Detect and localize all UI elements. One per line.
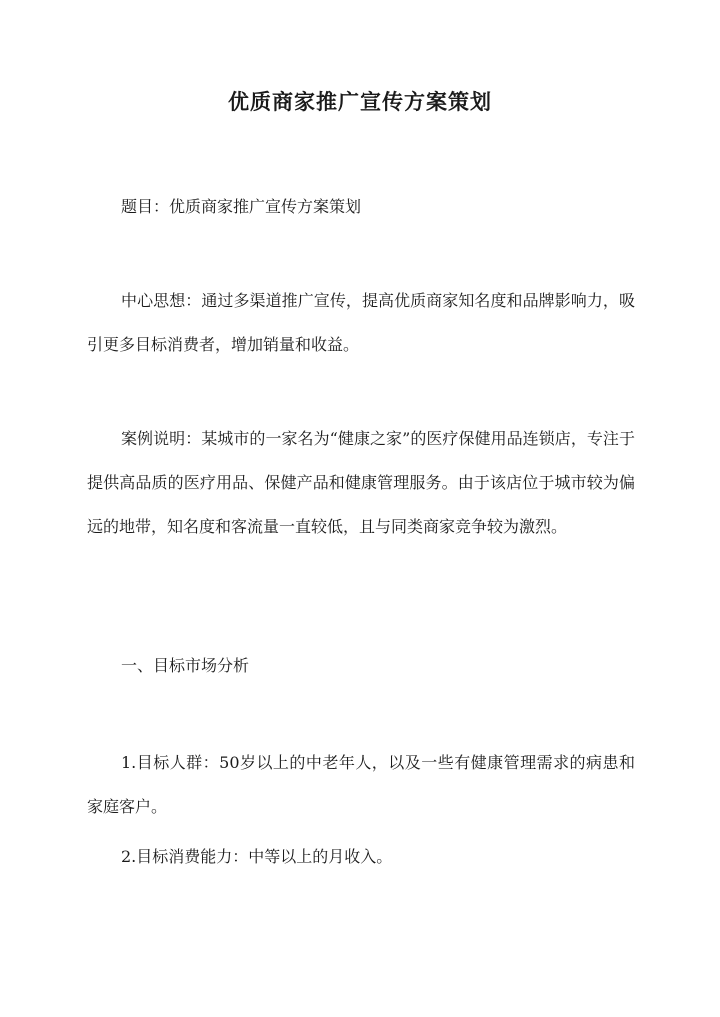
central-idea-paragraph: 中心思想：通过多渠道推广宣传，提高优质商家知名度和品牌影响力，吸引更多目标消费者，增加销量和收益。 bbox=[87, 291, 635, 354]
target-audience-item: 1.目标人群：50岁以上的中老年人，以及一些有健康管理需求的病患和家庭客户。 bbox=[87, 753, 635, 816]
case-description-paragraph: 案例说明：某城市的一家名为“健康之家”的医疗保健用品连锁店，专注于提供高品质的医疗用品、保健产品和健康管理服务。由于该店位于城市较为偏远的地带，知名度和客流量一直较低，且与同类商家竞争较为激烈。 bbox=[87, 429, 635, 536]
spending-power-item: 2.目标消费能力：中等以上的月收入。 bbox=[121, 847, 393, 866]
document-title: 优质商家推广宣传方案策划 bbox=[228, 89, 492, 114]
topic-paragraph: 题目：优质商家推广宣传方案策划 bbox=[121, 197, 362, 216]
section-heading: 一、目标市场分析 bbox=[121, 656, 250, 675]
